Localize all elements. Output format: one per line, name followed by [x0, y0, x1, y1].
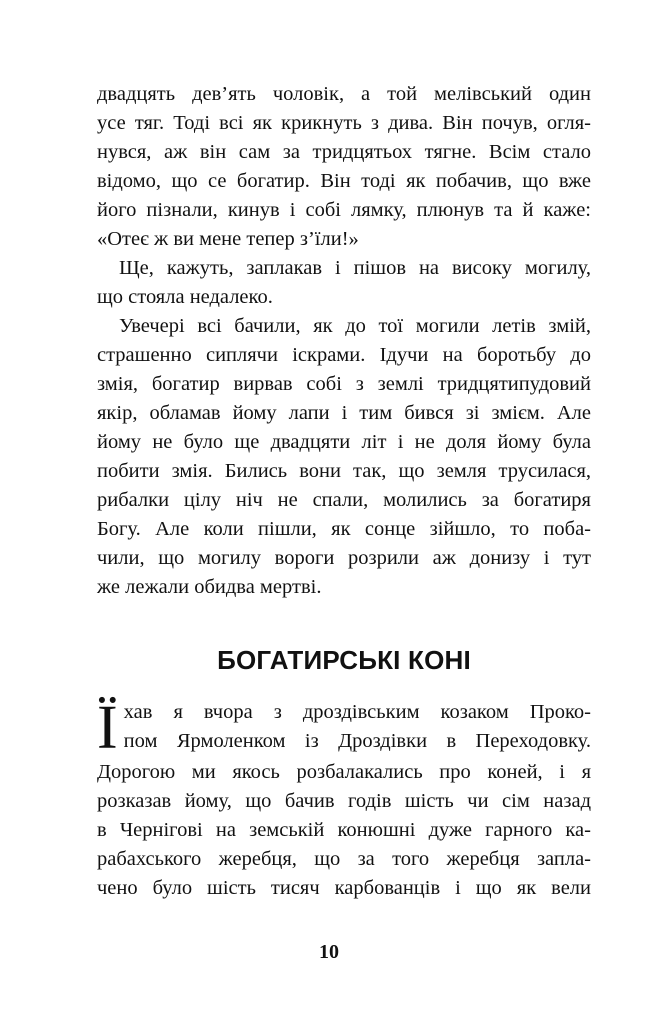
- text-line: чили, що могилу вороги розрили аж донизу і тут: [97, 547, 591, 569]
- text-line: побити змія. Бились вони так, що земля трусилася,: [97, 460, 591, 482]
- text-line: йому не було ще двадцяти літ і не доля йому була: [97, 431, 591, 453]
- text-line: змія, богатир вирвав собі з землі тридцятипудовий: [97, 373, 591, 395]
- text-line: рабахського жеребця, що за того жеребця запла-: [97, 848, 591, 870]
- text-line: усе тяг. Тоді всі як крикнуть з дива. Він почув, огля-: [97, 112, 591, 134]
- text-line: в Чернігові на земській конюшні дуже гарного ка-: [97, 819, 591, 841]
- text-line: якір, обламав йому лапи і тим бився зі змієм. Але: [97, 402, 591, 424]
- text-line: нувся, аж він сам за тридцятьох тягне. Всім стало: [97, 141, 591, 163]
- text-line: його пізнали, кинув і собі лямку, плюнув та й каже:: [97, 199, 591, 221]
- paragraph-3: [97, 312, 591, 602]
- paragraph-1: [97, 80, 591, 254]
- page-number: 10: [319, 941, 339, 963]
- page-body: [97, 80, 591, 903]
- paragraph-2: [97, 254, 591, 312]
- text-line: пом Ярмоленком із Дроздівки в Переходовку.: [123, 730, 591, 752]
- text-line: «Отеє ж ви мене тепер з’їли!»: [97, 228, 359, 250]
- text-line: що стояла недалеко.: [97, 286, 273, 308]
- text-line: розказав йому, що бачив годів шість чи сім назад: [97, 790, 591, 812]
- text-line: Ще, кажуть, заплакав і пішов на високу могилу,: [119, 257, 591, 279]
- text-line: Дорогою ми якось розбалакались про коней, і я: [97, 761, 591, 783]
- text-line: чено було шість тисяч карбованців і що як вели: [97, 877, 591, 899]
- drop-cap: Ї: [97, 694, 118, 762]
- text-line: страшенно сиплячи іскрами. Ідучи на боротьбу до: [97, 344, 591, 366]
- text-line: двадцять дев’ять чоловік, а той мелівський один: [97, 83, 591, 105]
- text-line: Богу. Але коли пішли, як сонце зійшло, то поба-: [97, 518, 591, 540]
- text-line: рибалки цілу ніч не спали, молились за богатиря: [97, 489, 591, 511]
- text-line: Увечері всі бачили, як до тої могили летів змій,: [119, 315, 591, 337]
- text-line: хав я вчора з дроздівським козаком Проко-: [123, 701, 591, 723]
- paragraph-4: [97, 694, 591, 903]
- text-line: відомо, що се богатир. Він тоді як побачив, що вже: [97, 170, 591, 192]
- chapter-heading: БОГАТИРСЬКІ КОНІ: [217, 645, 471, 675]
- text-line: же лежали обидва мертві.: [97, 576, 322, 598]
